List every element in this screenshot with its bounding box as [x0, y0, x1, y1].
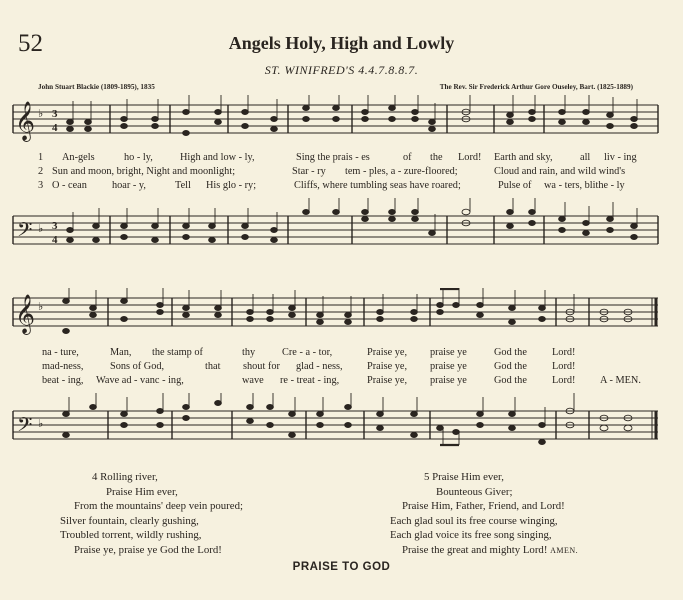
svg-text:𝄢: 𝄢 — [17, 415, 33, 441]
lyric: praise ye — [430, 361, 467, 372]
lyric: Cliffs, where tumbling seas have roared; — [294, 180, 461, 191]
system1-verse1 — [0, 152, 683, 166]
lyric: all — [580, 152, 591, 163]
lyric: ho - ly, — [124, 152, 153, 163]
verse-number: 3 — [38, 180, 44, 191]
lyric: mad-ness, — [42, 361, 84, 372]
stanza-line: Troubled torrent, wildly rushing, — [60, 529, 202, 542]
svg-text:4: 4 — [52, 234, 58, 246]
lyric: the stamp of — [152, 347, 203, 358]
system1-verse3 — [0, 180, 683, 194]
lyric: An-gels — [62, 152, 95, 163]
svg-text:𝄞: 𝄞 — [15, 296, 36, 333]
lyric: Sing the prais - es — [296, 152, 370, 163]
lyric: Tell — [175, 180, 191, 191]
lyric: the — [430, 152, 443, 163]
lyric: na - ture, — [42, 347, 79, 358]
lyric: Lord! — [552, 347, 576, 358]
svg-text:♭: ♭ — [38, 223, 44, 235]
lyric: God the — [494, 375, 527, 386]
lyric: Earth and sky, — [494, 152, 553, 163]
stanza-line: Praise ye, praise ye God the Lord! — [74, 543, 222, 556]
lyric: that — [205, 361, 221, 372]
lyric: Cre - a - tor, — [282, 347, 333, 358]
lyric: His glo - ry; — [206, 180, 257, 191]
system2-verse1 — [0, 347, 683, 361]
amen: AMEN. — [550, 545, 579, 555]
lyric: thy — [242, 347, 256, 358]
stanza-line: 4 Rolling river, — [92, 471, 158, 483]
lyric: Praise ye, — [367, 347, 408, 358]
lyric: Lord! — [458, 152, 482, 163]
music-credit: The Rev. Sir Frederick Arthur Gore Ouseley, Bart. (1825-1889) — [439, 83, 633, 91]
hymn-title: Angels Holy, High and Lowly — [228, 33, 455, 53]
lyric: God the — [494, 361, 527, 372]
lyric: hoar - y, — [112, 180, 146, 191]
stanza-line: From the mountains' deep vein poured; — [74, 500, 243, 513]
lyric: glad - ness, — [296, 361, 343, 372]
lyric: praise ye — [430, 375, 467, 386]
lyric: Praise ye, — [367, 361, 408, 372]
lyric: Pulse of — [498, 180, 532, 191]
lyric: Sun and moon, bright, Night and moonlight; — [52, 166, 236, 177]
stanza-line: Praise the great and mighty Lord! — [402, 543, 548, 556]
lyric: O - cean — [52, 180, 87, 191]
system1-treble-staff — [0, 95, 683, 150]
stanza-line: Bounteous Giver; — [436, 485, 513, 498]
lyric: of — [403, 152, 412, 163]
lyric: wave — [242, 375, 264, 386]
lyric: Star - ry — [292, 166, 326, 177]
verse-number: 1 — [38, 152, 44, 163]
verse-number: 2 — [38, 166, 44, 177]
system2-verse3 — [0, 375, 683, 389]
stanza-line: Each glad voice its free song singing, — [390, 529, 552, 542]
lyric: beat - ing, — [42, 375, 84, 386]
lyric: tem - ples, a - zure-floored; — [345, 166, 458, 177]
words-credit: John Stuart Blackie (1809-1895), 1835 — [38, 83, 155, 91]
svg-text:3: 3 — [52, 220, 58, 232]
system1-verse2 — [0, 166, 683, 180]
lyric: High and low - ly, — [180, 152, 255, 163]
hymn-number: 52 — [18, 30, 43, 57]
system1-bass-staff — [0, 198, 683, 258]
tune-name: ST. WINIFRED'S 4.4.7.8.8.7. — [264, 63, 419, 77]
lyric: Lord! — [552, 361, 576, 372]
lyric: re - treat - ing, — [280, 375, 340, 386]
svg-text:𝄢: 𝄢 — [17, 220, 33, 246]
lyric: Wave ad - vanc - ing, — [96, 375, 184, 386]
stanza-4 — [60, 470, 360, 558]
svg-text:4: 4 — [52, 122, 58, 134]
system2-verse2 — [0, 361, 683, 375]
svg-text:♭: ♭ — [38, 301, 44, 313]
lyric: wa - ters, blithe - ly — [544, 180, 625, 191]
lyric: Cloud and rain, and wild wind's — [494, 166, 626, 177]
lyric: liv - ing — [604, 152, 637, 163]
stanza-line: Silver fountain, clearly gushing, — [60, 514, 199, 527]
lyric: shout for — [243, 361, 280, 372]
svg-text:𝄞: 𝄞 — [15, 103, 36, 140]
lyric: Sons of God, — [110, 361, 165, 372]
section-footer-title: PRAISE TO GOD — [292, 561, 391, 573]
lyric: Praise ye, — [367, 375, 408, 386]
stanza-line: Praise Him ever, — [106, 485, 178, 498]
amen: A - MEN. — [600, 375, 641, 386]
lyric: Lord! — [552, 375, 576, 386]
stanza-line: Praise Him, Father, Friend, and Lord! — [402, 500, 565, 513]
system2-bass-staff — [0, 393, 683, 455]
svg-text:♭: ♭ — [38, 108, 44, 120]
lyric: God the — [494, 347, 527, 358]
lyric: praise ye — [430, 347, 467, 358]
system2-treble-staff — [0, 288, 683, 343]
stanza-line: 5 Praise Him ever, — [424, 471, 504, 483]
svg-text:3: 3 — [52, 108, 58, 120]
stanza-5 — [390, 470, 680, 559]
lyric: Man, — [110, 347, 132, 358]
svg-text:♭: ♭ — [38, 418, 44, 430]
stanza-line: Each glad soul its free course winging, — [390, 514, 558, 527]
